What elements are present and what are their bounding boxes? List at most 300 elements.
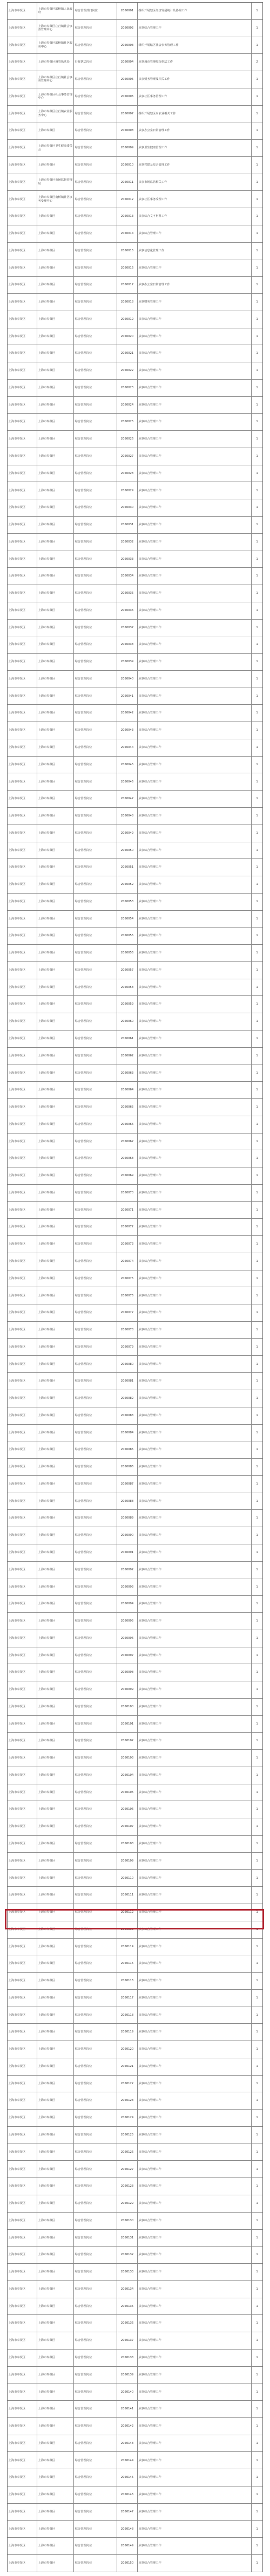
table-row <box>8 1390 262 1407</box>
district-cell: 上海市奉贤区 <box>8 345 37 362</box>
table-row <box>8 911 262 928</box>
district-cell: 上海市奉贤区 <box>8 311 37 328</box>
district-cell: 上海市奉贤区 <box>8 2264 37 2280</box>
duty-cell: 从事综合管理工作 <box>138 2076 252 2092</box>
position-code-cell: 2050043 <box>117 722 138 739</box>
department-cell: 上海市奉贤区 <box>37 397 74 414</box>
headcount-cell: 1 <box>256 2150 258 2154</box>
table-row <box>8 2383 262 2401</box>
position-code-cell: 2050049 <box>117 825 138 842</box>
duty-cell: 从事综合管理工作 <box>138 482 252 499</box>
table-row <box>8 2127 262 2144</box>
position-code-cell: 2050121 <box>117 2058 138 2075</box>
headcount-cell: 1 <box>256 1276 258 1280</box>
district-cell: 上海市奉贤区 <box>8 2024 37 2041</box>
position-code-cell: 2050103 <box>117 1750 138 1767</box>
department-cell: 上海市奉贤区 <box>37 1904 74 1921</box>
duty-cell: 从事综合管理工作 <box>138 602 252 619</box>
table-row <box>8 1441 262 1459</box>
duty-cell: 从事综合管理工作 <box>138 842 252 859</box>
table-row <box>8 722 262 739</box>
department-cell: 上海市奉贤区 <box>37 1339 74 1356</box>
headcount-cell: 1 <box>256 1808 258 1811</box>
duty-cell: 从事综合管理工作 <box>138 1801 252 1818</box>
district-cell: 上海市奉贤区 <box>8 157 37 174</box>
position-code-cell: 2050148 <box>117 2521 138 2538</box>
position-code-cell: 2050085 <box>117 1441 138 1458</box>
position-cell: 综合管理岗位 <box>74 1904 117 1921</box>
district-cell: 上海市奉贤区 <box>8 2298 37 2315</box>
district-cell: 上海市奉贤区 <box>8 328 37 345</box>
position-cell: 综合管理岗位 <box>74 2367 117 2383</box>
table-row <box>8 2555 262 2572</box>
table-row <box>8 620 262 637</box>
headcount-cell: 1 <box>256 489 258 492</box>
position-cell: 综合管理岗位 <box>74 2041 117 2058</box>
department-cell: 上海市奉贤区 <box>37 1921 74 1938</box>
headcount-cell: 1 <box>256 540 258 544</box>
headcount-cell: 1 <box>256 557 258 561</box>
duty-cell: 从事综合管理工作 <box>138 1390 252 1407</box>
table-row <box>8 2298 262 2316</box>
table-row <box>8 328 262 346</box>
district-cell: 上海市奉贤区 <box>8 3 37 19</box>
position-code-cell: 2050008 <box>117 122 138 139</box>
department-cell: 上海市奉贤区 <box>37 2024 74 2041</box>
department-cell: 上海市奉贤区 <box>37 568 74 585</box>
duty-cell: 从事综合管理工作 <box>138 2383 252 2400</box>
table-row <box>8 2230 262 2247</box>
duty-cell: 从事综合管理工作 <box>138 2281 252 2298</box>
department-cell: 上海市奉贤区 <box>37 2332 74 2349</box>
district-cell: 上海市奉贤区 <box>8 517 37 533</box>
position-cell: 综合管理岗位 <box>74 602 117 619</box>
department-cell: 上海市奉贤区 <box>37 1990 74 2007</box>
district-cell: 上海市奉贤区 <box>8 2555 37 2572</box>
duty-cell: 从事城市管理综合执法工作 <box>138 54 252 71</box>
table-row <box>8 1373 262 1390</box>
table-row <box>8 1681 262 1699</box>
position-cell: 综合管理岗位 <box>74 2076 117 2092</box>
headcount-cell: 1 <box>256 1379 258 1383</box>
position-code-cell: 2050062 <box>117 1048 138 1064</box>
position-cell: 综合管理岗位 <box>74 294 117 311</box>
position-code-cell: 2050002 <box>117 20 138 37</box>
department-cell: 上海市奉贤区 <box>37 602 74 619</box>
position-cell: 综合管理岗位 <box>74 534 117 551</box>
table-row <box>8 1116 262 1134</box>
table-row <box>8 431 262 448</box>
department-cell: 上海市奉贤区 <box>37 1733 74 1749</box>
district-cell: 上海市奉贤区 <box>8 773 37 790</box>
position-code-cell: 2050042 <box>117 705 138 722</box>
table-row <box>8 1973 262 1990</box>
headcount-cell: 1 <box>256 1911 258 1914</box>
position-code-cell: 2050046 <box>117 773 138 790</box>
district-cell: 上海市奉贤区 <box>8 294 37 311</box>
department-cell: 上海市奉贤区 <box>37 1048 74 1064</box>
department-cell: 上海市奉贤区 <box>37 328 74 345</box>
district-cell: 上海市奉贤区 <box>8 2281 37 2298</box>
duty-cell: 从事综合管理工作 <box>138 1236 252 1253</box>
district-cell: 上海市奉贤区 <box>8 722 37 739</box>
table-row <box>8 1955 262 1973</box>
position-cell: 综合管理岗位 <box>74 397 117 414</box>
position-cell: 综合管理岗位 <box>74 2264 117 2280</box>
table-row <box>8 140 262 157</box>
position-code-cell: 2050102 <box>117 1733 138 1749</box>
position-cell: 综合管理岗位 <box>74 2469 117 2486</box>
district-cell: 上海市奉贤区 <box>8 225 37 242</box>
district-cell: 上海市奉贤区 <box>8 380 37 396</box>
duty-cell: 从事综合管理工作 <box>138 1407 252 1424</box>
duty-cell: 从事综合管理工作 <box>138 688 252 705</box>
headcount-cell: 1 <box>256 1653 258 1657</box>
position-code-cell: 2050052 <box>117 876 138 893</box>
position-code-cell: 2050144 <box>117 2452 138 2469</box>
headcount-cell: 1 <box>256 2355 258 2359</box>
table-row <box>8 1425 262 1442</box>
position-code-cell: 2050063 <box>117 1064 138 1081</box>
position-code-cell: 2050020 <box>117 328 138 345</box>
headcount-cell: 1 <box>256 1996 258 2000</box>
position-code-cell: 2050073 <box>117 1236 138 1253</box>
position-cell: 综合管理岗位 <box>74 174 117 191</box>
duty-cell: 组织开展辖区社会事务管理工作 <box>138 37 252 54</box>
district-cell: 上海市奉贤区 <box>8 2367 37 2383</box>
position-cell: 综合管理岗位 <box>74 1116 117 1133</box>
district-cell: 上海市奉贤区 <box>8 448 37 465</box>
table-row <box>8 157 262 174</box>
headcount-cell: 1 <box>256 1465 258 1469</box>
position-cell: 综合管理岗位 <box>74 2504 117 2520</box>
table-row <box>8 362 262 380</box>
department-cell: 上海市奉贤区 <box>37 534 74 551</box>
district-cell: 上海市奉贤区 <box>8 1767 37 1784</box>
position-cell: 综合管理岗位 <box>74 808 117 825</box>
duty-cell: 从事综合管理工作 <box>138 1818 252 1835</box>
department-cell: 上海市奉贤区 <box>37 2264 74 2280</box>
position-code-cell: 2050079 <box>117 1339 138 1356</box>
department-cell: 上海市奉贤区 <box>37 1870 74 1886</box>
table-row <box>8 2092 262 2110</box>
headcount-cell: 1 <box>256 1242 258 1246</box>
duty-cell: 从事综合管理工作 <box>138 1270 252 1287</box>
department-cell: 上海市奉贤区 <box>37 2213 74 2229</box>
department-cell: 上海市奉贤区 <box>37 2315 74 2332</box>
department-cell: 上海市奉贤区 <box>37 808 74 825</box>
headcount-cell: 1 <box>256 1088 258 1092</box>
headcount-cell: 1 <box>256 1534 258 1537</box>
headcount-cell: 1 <box>256 643 258 647</box>
headcount-cell: 1 <box>256 2099 258 2103</box>
position-code-cell: 2050080 <box>117 1356 138 1372</box>
headcount-cell: 1 <box>256 2304 258 2308</box>
duty-cell: 从事社区事务受理工作 <box>138 191 252 208</box>
headcount-cell: 1 <box>256 523 258 527</box>
position-cell: 综合管理岗位 <box>74 2195 117 2212</box>
district-cell: 上海市奉贤区 <box>8 259 37 276</box>
duty-cell: 从事综合管理工作 <box>138 2298 252 2315</box>
table-row <box>8 1527 262 1544</box>
district-cell: 上海市奉贤区 <box>8 636 37 653</box>
duty-cell: 从事综合管理工作 <box>138 2418 252 2435</box>
position-code-cell: 2050106 <box>117 1801 138 1818</box>
duty-cell: 从事综合管理工作 <box>138 1013 252 1030</box>
department-cell: 上海市奉贤区 <box>37 1955 74 1972</box>
duty-cell: 从事综合管理工作 <box>138 2092 252 2109</box>
headcount-cell: 1 <box>256 1927 258 1931</box>
table-row <box>8 1733 262 1750</box>
position-cell: 综合管理岗位 <box>74 1630 117 1647</box>
headcount-cell: 1 <box>256 660 258 664</box>
position-code-cell: 2050139 <box>117 2367 138 2383</box>
district-cell: 上海市奉贤区 <box>8 1459 37 1475</box>
position-cell: 综合管理岗位 <box>74 620 117 636</box>
position-cell: 综合管理岗位 <box>74 1253 117 1270</box>
position-code-cell: 2050137 <box>117 2332 138 2349</box>
position-cell: 综合管理岗位 <box>74 2127 117 2144</box>
headcount-cell: 1 <box>256 1037 258 1041</box>
position-cell: 综合管理岗位 <box>74 842 117 859</box>
position-code-cell: 2050110 <box>117 1870 138 1886</box>
duty-cell: 从事综合管理工作 <box>138 705 252 722</box>
position-code-cell: 2050067 <box>117 1134 138 1150</box>
department-cell: 上海市奉贤区 <box>37 1064 74 1081</box>
district-cell: 上海市奉贤区 <box>8 2315 37 2332</box>
department-cell: 上海市奉贤区 <box>37 1630 74 1647</box>
district-cell: 上海市奉贤区 <box>8 1304 37 1321</box>
district-cell: 上海市奉贤区 <box>8 20 37 37</box>
duty-cell: 从事综合管理工作 <box>138 620 252 636</box>
position-code-cell: 2050082 <box>117 1390 138 1407</box>
position-cell: 综合管理岗位 <box>74 345 117 362</box>
position-code-cell: 2050024 <box>117 397 138 414</box>
position-code-cell: 2050044 <box>117 739 138 756</box>
table-row <box>8 2538 262 2555</box>
department-cell: 上海市奉贤区 <box>37 1613 74 1630</box>
district-cell: 上海市奉贤区 <box>8 671 37 688</box>
headcount-cell: 1 <box>256 1499 258 1503</box>
district-cell: 上海市奉贤区 <box>8 739 37 756</box>
position-code-cell: 2050077 <box>117 1304 138 1321</box>
department-cell: 上海市奉贤区 <box>37 2195 74 2212</box>
duty-cell: 从事综合管理工作 <box>138 1647 252 1664</box>
position-code-cell: 2050081 <box>117 1373 138 1390</box>
department-cell: 上海市奉贤区 <box>37 1562 74 1578</box>
headcount-cell: 1 <box>256 2441 258 2445</box>
duty-cell: 从事财务管理工作 <box>138 294 252 311</box>
position-cell: 综合管理岗位 <box>74 277 117 293</box>
department-cell: 上海市奉贤区 <box>37 551 74 568</box>
position-code-cell: 2050101 <box>117 1716 138 1733</box>
position-code-cell: 2050095 <box>117 1613 138 1630</box>
department-cell: 上海市奉贤区 <box>37 1031 74 1047</box>
district-cell: 上海市奉贤区 <box>8 1013 37 1030</box>
position-code-cell: 2050027 <box>117 448 138 465</box>
district-cell: 上海市奉贤区 <box>8 1870 37 1886</box>
duty-cell: 从事综合管理工作 <box>138 894 252 910</box>
district-cell: 上海市奉贤区 <box>8 2504 37 2520</box>
district-cell: 上海市奉贤区 <box>8 2418 37 2435</box>
duty-cell: 从事综合管理工作 <box>138 1887 252 1904</box>
department-cell: 上海市奉贤区 <box>37 911 74 928</box>
duty-cell: 从事综合管理工作 <box>138 1681 252 1698</box>
department-cell: 上海市奉贤区 <box>37 705 74 722</box>
headcount-cell: 1 <box>256 215 258 218</box>
table-row <box>8 1236 262 1253</box>
table-row <box>8 2452 262 2469</box>
district-cell: 上海市奉贤区 <box>8 1150 37 1167</box>
headcount-cell: 1 <box>256 2373 258 2376</box>
position-code-cell: 2050075 <box>117 1270 138 1287</box>
district-cell: 上海市奉贤区 <box>8 499 37 516</box>
headcount-cell: 1 <box>256 2253 258 2257</box>
position-cell: 综合管理岗位 <box>74 1699 117 1715</box>
position-code-cell: 2050094 <box>117 1596 138 1612</box>
district-cell: 上海市奉贤区 <box>8 1853 37 1870</box>
department-cell: 上海市奉贤区 <box>37 1716 74 1733</box>
position-code-cell: 2050068 <box>117 1150 138 1167</box>
headcount-cell: 1 <box>256 1842 258 1845</box>
department-cell: 上海市奉贤区城管执法局 <box>37 54 74 71</box>
headcount-cell: 1 <box>256 1397 258 1400</box>
position-code-cell: 2050083 <box>117 1407 138 1424</box>
position-code-cell: 2050054 <box>117 911 138 928</box>
headcount-cell: 1 <box>256 592 258 595</box>
headcount-cell: 1 <box>256 1362 258 1366</box>
headcount-cell: 1 <box>256 2116 258 2120</box>
position-code-cell: 2050034 <box>117 568 138 585</box>
table-row <box>8 1801 262 1818</box>
department-cell: 上海市奉贤区 <box>37 654 74 670</box>
table-row <box>8 465 262 483</box>
position-code-cell: 2050098 <box>117 1664 138 1681</box>
headcount-cell: 1 <box>256 1054 258 1057</box>
position-cell: 综合管理岗位 <box>74 1236 117 1253</box>
district-cell: 上海市奉贤区 <box>8 37 37 54</box>
position-cell: 综合管理岗位 <box>74 859 117 876</box>
duty-cell: 从事综合管理工作 <box>138 2161 252 2177</box>
department-cell: 上海市奉贤区 <box>37 277 74 293</box>
position-cell: 综合管理岗位 <box>74 2058 117 2075</box>
position-cell: 综合管理岗位 <box>74 2144 117 2161</box>
headcount-cell: 1 <box>256 1413 258 1417</box>
headcount-cell: 1 <box>256 386 258 389</box>
table-row <box>8 1939 262 1956</box>
duty-cell: 从事综合管理工作 <box>138 773 252 790</box>
position-code-cell: 2050078 <box>117 1322 138 1338</box>
table-row <box>8 380 262 397</box>
district-cell: 上海市奉贤区 <box>8 482 37 499</box>
position-code-cell: 2050061 <box>117 1031 138 1047</box>
duty-cell: 从事综合管理工作 <box>138 1664 252 1681</box>
duty-cell: 从事综合管理工作 <box>138 2127 252 2144</box>
district-cell: 上海市奉贤区 <box>8 1613 37 1630</box>
position-cell: 综合管理岗位 <box>74 1082 117 1098</box>
duty-cell: 从事综合管理工作 <box>138 962 252 979</box>
duty-cell: 从事综合管理工作 <box>138 2521 252 2538</box>
position-code-cell: 2050107 <box>117 1818 138 1835</box>
duty-cell: 从事综合管理工作 <box>138 1116 252 1133</box>
position-code-cell: 2050025 <box>117 414 138 430</box>
headcount-cell: 1 <box>256 283 258 287</box>
district-cell: 上海市奉贤区 <box>8 1955 37 1972</box>
position-cell: 综合管理岗位 <box>74 1613 117 1630</box>
headcount-cell: 1 <box>256 1550 258 1554</box>
position-cell: 综合管理岗位 <box>74 106 117 122</box>
headcount-cell: 1 <box>256 694 258 698</box>
department-cell: 上海市奉贤区 <box>37 1287 74 1304</box>
position-code-cell: 2050040 <box>117 671 138 688</box>
position-code-cell: 2050059 <box>117 996 138 1013</box>
district-cell: 上海市奉贤区 <box>8 2247 37 2263</box>
position-code-cell: 2050070 <box>117 1185 138 1201</box>
position-code-cell: 2050003 <box>117 37 138 54</box>
recruitment-table <box>7 2 263 2572</box>
district-cell: 上海市奉贤区 <box>8 585 37 602</box>
department-cell: 上海市奉贤区市场监督管理局 <box>37 174 74 191</box>
department-cell: 上海市奉贤区 <box>37 1887 74 1904</box>
duty-cell: 从事综合管理工作 <box>138 1339 252 1356</box>
district-cell: 上海市奉贤区 <box>8 2538 37 2554</box>
district-cell: 上海市奉贤区 <box>8 1356 37 1372</box>
headcount-cell: 1 <box>256 1825 258 1829</box>
district-cell: 上海市奉贤区 <box>8 1973 37 1989</box>
position-code-cell: 2050122 <box>117 2076 138 2092</box>
table-row <box>8 928 262 945</box>
table-row <box>8 2315 262 2332</box>
district-cell: 上海市奉贤区 <box>8 1219 37 1235</box>
duty-cell: 从事综合管理工作 <box>138 328 252 345</box>
duty-cell: 从事综合管理工作 <box>138 465 252 482</box>
duty-cell: 从事综合管理工作 <box>138 311 252 328</box>
table-row <box>8 1476 262 1493</box>
duty-cell: 从事综合管理工作 <box>138 1287 252 1304</box>
duty-cell: 从事综合管理工作 <box>138 2041 252 2058</box>
position-cell: 综合管理岗位 <box>74 825 117 842</box>
duty-cell: 从事综合管理工作 <box>138 1750 252 1767</box>
duty-cell: 从事综合管理工作 <box>138 2504 252 2520</box>
duty-cell: 从事综合管理工作 <box>138 1082 252 1098</box>
headcount-cell: 1 <box>256 2321 258 2325</box>
position-code-cell: 2050143 <box>117 2435 138 2452</box>
headcount-cell: 1 <box>256 1671 258 1674</box>
headcount-cell: 1 <box>256 951 258 955</box>
duty-cell: 从事综合管理工作 <box>138 397 252 414</box>
position-cell: 综合管理岗位 <box>74 311 117 328</box>
district-cell: 上海市奉贤区 <box>8 1904 37 1921</box>
table-row <box>8 3 262 20</box>
table-row <box>8 534 262 551</box>
position-code-cell: 2050014 <box>117 225 138 242</box>
duty-cell: 从事综合管理工作 <box>138 1527 252 1544</box>
table-row <box>8 1031 262 1048</box>
position-cell: 综合管理岗位 <box>74 2555 117 2572</box>
headcount-cell: 1 <box>256 2270 258 2274</box>
position-cell: 综合管理岗位 <box>74 1322 117 1338</box>
position-code-cell: 2050035 <box>117 585 138 602</box>
department-cell: 上海市奉贤区 <box>37 791 74 807</box>
duty-cell: 从事综合管理工作 <box>138 1356 252 1372</box>
table-row <box>8 773 262 791</box>
position-code-cell: 2050069 <box>117 1167 138 1184</box>
position-code-cell: 2050138 <box>117 2350 138 2366</box>
position-cell: 综合管理岗位 <box>74 654 117 670</box>
duty-cell: 从事综合管理工作 <box>138 1064 252 1081</box>
district-cell: 上海市奉贤区 <box>8 2127 37 2144</box>
position-cell: 综合管理岗位 <box>74 1048 117 1064</box>
